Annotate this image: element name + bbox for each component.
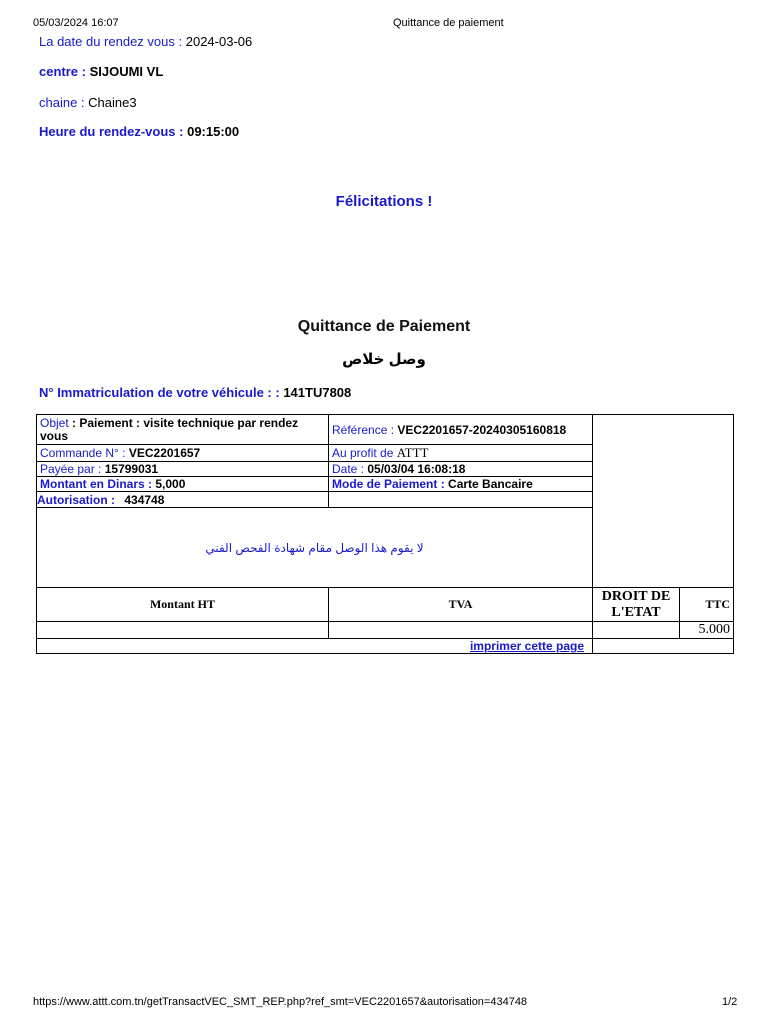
- appointment-date-line: [39, 34, 252, 49]
- receipt-table: [36, 414, 734, 654]
- empty-side-cell: [593, 415, 734, 588]
- print-title: Quittance de paiement: [393, 17, 504, 29]
- mode-label: Mode de Paiement :: [332, 477, 445, 491]
- receipt-title-arabic: وصل خلاص: [342, 351, 426, 368]
- ttc-value: 5.000: [680, 622, 734, 639]
- empty-cell: [329, 492, 593, 508]
- autorisation-value: 434748: [124, 492, 165, 507]
- centre-line: [39, 64, 163, 79]
- date-cell: [329, 462, 593, 477]
- col-montant-ht: Montant HT: [37, 588, 329, 622]
- immatriculation-label: N° Immatriculation de votre véhicule : :: [39, 385, 280, 400]
- payee-value: 15799031: [104, 462, 159, 476]
- montant-ht-value: [37, 622, 329, 639]
- table-row: [37, 415, 734, 445]
- reference-value: VEC2201657-20240305160818: [397, 422, 567, 437]
- chaine-line: [39, 95, 137, 110]
- commande-label: Commande N° :: [40, 446, 126, 460]
- mode-cell: [329, 477, 593, 492]
- table-row: [37, 639, 734, 654]
- col-droit-etat: DROIT DE L'ETAT: [593, 588, 680, 622]
- print-page-link[interactable]: imprimer cette page: [469, 639, 584, 653]
- reference-label: Référence :: [332, 422, 395, 437]
- col-ttc: TTC: [680, 588, 734, 622]
- col-tva: TVA: [329, 588, 593, 622]
- receipt-title: Quittance de Paiement: [297, 318, 471, 335]
- immatriculation-value: 141TU7808: [283, 385, 352, 400]
- montant-label: Montant en Dinars :: [40, 477, 153, 491]
- payee-label: Payée par :: [40, 462, 102, 476]
- date-label: Date :: [332, 462, 365, 476]
- autorisation-cell: [37, 492, 329, 508]
- print-datetime: 05/03/2024 16:07: [33, 17, 119, 29]
- empty-cell: [593, 639, 734, 654]
- heure-label: Heure du rendez-vous :: [39, 124, 184, 139]
- objet-cell: [37, 415, 329, 445]
- print-url: https://www.attt.com.tn/getTransactVEC_SMT_REP.php?ref_smt=VEC2201657&autorisation=434748: [33, 996, 528, 1008]
- table-row: [37, 622, 734, 639]
- table-header-row: [37, 588, 734, 622]
- chaine-value: Chaine3: [88, 95, 137, 110]
- print-link-cell: [37, 639, 593, 654]
- payee-cell: [37, 462, 329, 477]
- appointment-date-value: 2024-03-06: [185, 34, 253, 49]
- tva-value: [329, 622, 593, 639]
- commande-value: VEC2201657: [128, 446, 201, 460]
- heure-line: [39, 124, 239, 139]
- centre-label: centre :: [39, 64, 86, 79]
- heure-value: 09:15:00: [187, 124, 240, 139]
- immatriculation-line: [39, 385, 351, 400]
- objet-label: Objet: [40, 415, 69, 430]
- congrats-message: Félicitations !: [335, 193, 433, 210]
- centre-value: SIJOUMI VL: [89, 64, 164, 79]
- mode-value: Carte Bancaire: [448, 477, 533, 491]
- print-page-number: 1/2: [722, 996, 738, 1008]
- montant-cell: [37, 477, 329, 492]
- chaine-label: chaine :: [39, 95, 85, 110]
- arabic-note: لا يقوم هذا الوصل مقام شهادة الفحص الفني: [37, 508, 593, 588]
- date-value: 05/03/04 16:08:18: [367, 462, 466, 476]
- commande-cell: [37, 445, 329, 462]
- reference-cell: [329, 415, 593, 445]
- profit-value: ATTT: [396, 445, 429, 460]
- profit-cell: [329, 445, 593, 462]
- montant-value: 5,000: [155, 477, 186, 491]
- appointment-date-label: La date du rendez vous :: [39, 34, 183, 49]
- autorisation-label: Autorisation :: [37, 492, 115, 507]
- profit-label: Au profit de: [332, 446, 394, 460]
- objet-value: : Paiement : visite technique par rendez vous: [40, 415, 299, 443]
- droit-etat-value: [593, 622, 680, 639]
